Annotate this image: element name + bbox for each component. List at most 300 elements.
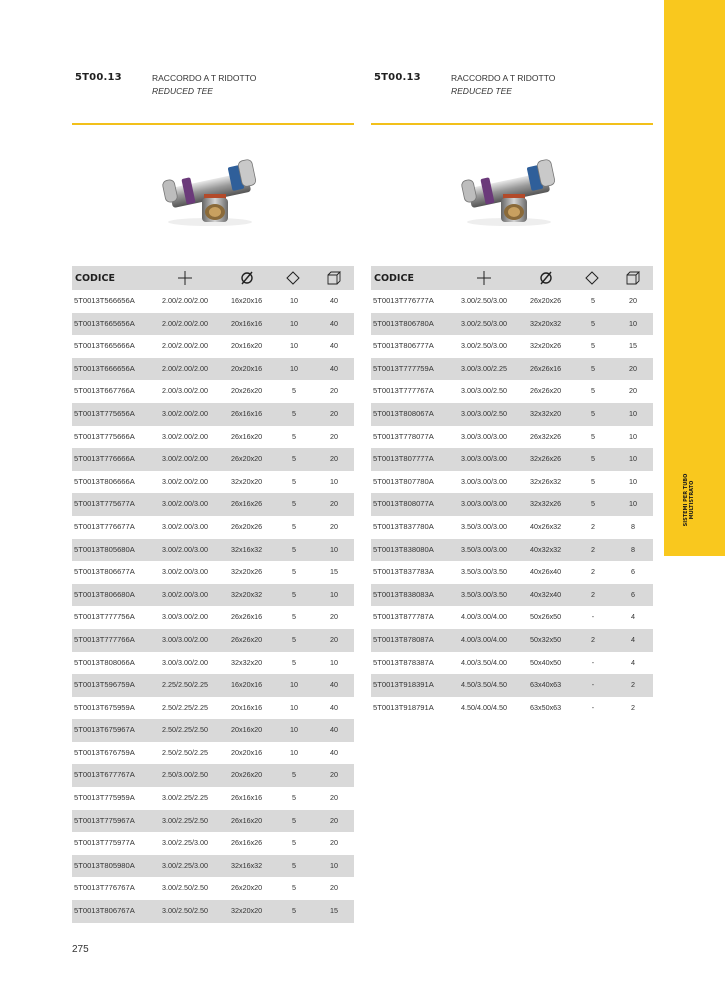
cell-pack-qty: 5 (292, 838, 296, 848)
cell-box-qty: 6 (631, 589, 635, 599)
cell-thickness: 4.50/4.00/4.50 (461, 702, 507, 712)
cell-code: 5T0013T878387A (373, 657, 434, 667)
cell-thickness: 2.50/2.25/2.50 (162, 725, 208, 735)
cell-thickness: 3.00/3.00/3.00 (461, 431, 507, 441)
cell-box-qty: 20 (330, 883, 338, 893)
cell-thickness: 2.25/2.50/2.25 (162, 680, 208, 690)
table-row (72, 403, 354, 426)
table-row (72, 787, 354, 810)
table-row (72, 380, 354, 403)
cell-size: 32x16x32 (231, 860, 263, 870)
cell-box-qty: 8 (631, 544, 635, 554)
cell-box-qty: 10 (629, 499, 637, 509)
cell-size: 26x32x26 (530, 431, 562, 441)
cell-pack-qty: 5 (591, 476, 595, 486)
cell-thickness: 4.00/3.50/4.00 (461, 657, 507, 667)
package-diamond-icon (284, 270, 302, 286)
cell-box-qty: 40 (330, 680, 338, 690)
side-tab-label-line1: SISTEMI PER TUBO (683, 473, 689, 527)
cell-thickness: 2.00/2.00/2.00 (162, 318, 208, 328)
cell-size: 32x20x26 (530, 341, 562, 351)
cell-thickness: 3.00/3.00/3.00 (461, 454, 507, 464)
cell-size: 50x32x50 (530, 634, 562, 644)
cell-size: 32x20x32 (530, 318, 562, 328)
table-row (371, 403, 653, 426)
cell-thickness: 4.00/3.00/4.00 (461, 634, 507, 644)
cell-pack-qty: 5 (292, 589, 296, 599)
cell-code: 5T0013T775967A (74, 815, 135, 825)
table-row (371, 561, 653, 584)
cell-code: 5T0013T837780A (373, 521, 434, 531)
cell-box-qty: 40 (330, 363, 338, 373)
cell-size: 63x50x63 (530, 702, 562, 712)
cell-code: 5T0013T666656A (74, 363, 135, 373)
cell-size: 16x20x16 (231, 680, 263, 690)
table-row (72, 516, 354, 539)
cell-code: 5T0013T918391A (373, 680, 434, 690)
table-row (72, 719, 354, 742)
cell-thickness: 3.00/3.00/2.25 (461, 363, 507, 373)
cell-thickness: 4.50/3.50/4.50 (461, 680, 507, 690)
cell-size: 32x26x32 (530, 476, 562, 486)
table-row (371, 516, 653, 539)
cell-size: 26x26x16 (231, 612, 263, 622)
cell-pack-qty: 5 (292, 476, 296, 486)
box-icon (624, 270, 642, 286)
cell-box-qty: 20 (330, 634, 338, 644)
product-title: RACCORDO A T RIDOTTO (152, 73, 257, 83)
cell-box-qty: 10 (330, 544, 338, 554)
cell-thickness: 3.00/2.25/2.25 (162, 793, 208, 803)
cell-box-qty: 40 (330, 747, 338, 757)
cell-box-qty: 2 (631, 680, 635, 690)
product-code: 5T00.13 (75, 72, 122, 83)
cell-box-qty: 20 (330, 499, 338, 509)
cell-size: 32x32x20 (231, 657, 263, 667)
cell-pack-qty: 5 (292, 408, 296, 418)
cell-thickness: 4.00/3.00/4.00 (461, 612, 507, 622)
cell-code: 5T0013T805680A (74, 544, 135, 554)
cell-code: 5T0013T806767A (74, 906, 135, 916)
table-row (371, 674, 653, 697)
table-row (72, 742, 354, 765)
cell-box-qty: 40 (330, 318, 338, 328)
table-row (72, 697, 354, 720)
product-table (72, 290, 354, 923)
table-row (72, 877, 354, 900)
cell-code: 5T0013T775959A (74, 793, 135, 803)
cell-pack-qty: 5 (292, 386, 296, 396)
cell-code: 5T0013T807780A (373, 476, 434, 486)
cell-thickness: 3.00/2.25/3.00 (162, 838, 208, 848)
cell-thickness: 3.00/2.00/3.00 (162, 589, 208, 599)
cell-thickness: 3.50/3.00/3.50 (461, 589, 507, 599)
table-row (371, 426, 653, 449)
cell-code: 5T0013T777767A (373, 386, 434, 396)
cell-code: 5T0013T676759A (74, 747, 135, 757)
diameter-icon (537, 270, 555, 286)
cell-thickness: 3.00/3.00/2.00 (162, 634, 208, 644)
cell-size: 32x20x32 (231, 589, 263, 599)
cell-code: 5T0013T806677A (74, 567, 135, 577)
cell-thickness: 3.00/2.00/3.00 (162, 521, 208, 531)
cell-box-qty: 2 (631, 702, 635, 712)
diameter-icon (238, 270, 256, 286)
cell-pack-qty: 5 (591, 499, 595, 509)
cell-size: 26x26x16 (530, 363, 562, 373)
cell-code: 5T0013T775666A (74, 431, 135, 441)
cell-code: 5T0013T808066A (74, 657, 135, 667)
table-row (72, 313, 354, 336)
cell-pack-qty: 10 (290, 680, 298, 690)
table-row (371, 584, 653, 607)
cell-pack-qty: 2 (591, 589, 595, 599)
cell-box-qty: 10 (629, 408, 637, 418)
cell-pack-qty: 5 (591, 296, 595, 305)
reduced-tee-photo (459, 158, 563, 228)
table-row (72, 290, 354, 313)
cell-code: 5T0013T806777A (373, 341, 434, 351)
cell-pack-qty: 10 (290, 747, 298, 757)
cell-size: 26x20x20 (231, 883, 263, 893)
cell-code: 5T0013T806666A (74, 476, 135, 486)
cell-size: 40x26x32 (530, 521, 562, 531)
table-row (72, 764, 354, 787)
cell-thickness: 3.00/2.00/2.00 (162, 476, 208, 486)
cell-thickness: 3.00/2.00/3.00 (162, 567, 208, 577)
table-header (371, 266, 653, 290)
cell-code: 5T0013T837783A (373, 567, 434, 577)
cell-pack-qty: 5 (292, 567, 296, 577)
cell-box-qty: 10 (330, 476, 338, 486)
product-title: RACCORDO A T RIDOTTO (451, 73, 556, 83)
cell-thickness: 3.50/3.00/3.00 (461, 521, 507, 531)
cell-thickness: 3.00/2.50/2.50 (162, 883, 208, 893)
cell-box-qty: 20 (330, 612, 338, 622)
table-row (371, 606, 653, 629)
column-header-code: CODICE (75, 273, 115, 284)
cell-pack-qty: 10 (290, 341, 298, 351)
reduced-tee-photo (160, 158, 264, 228)
cell-size: 32x20x20 (231, 476, 263, 486)
cell-pack-qty: - (591, 657, 595, 667)
cell-thickness: 2.50/2.25/2.25 (162, 702, 208, 712)
cell-size: 20x16x20 (231, 341, 263, 351)
cell-pack-qty: 10 (290, 318, 298, 328)
cell-box-qty: 20 (629, 296, 637, 305)
cell-code: 5T0013T566656A (74, 296, 135, 305)
cell-code: 5T0013T806680A (74, 589, 135, 599)
cell-box-qty: 40 (330, 725, 338, 735)
cell-pack-qty: 2 (591, 544, 595, 554)
cell-pack-qty: 5 (292, 657, 296, 667)
table-row (371, 335, 653, 358)
cell-size: 20x16x16 (231, 702, 263, 712)
cell-pack-qty: 2 (591, 521, 595, 531)
cell-pack-qty: 5 (292, 770, 296, 780)
yellow-divider (371, 123, 653, 125)
cell-thickness: 2.00/2.00/2.00 (162, 363, 208, 373)
cell-size: 40x32x32 (530, 544, 562, 554)
cell-thickness: 3.50/3.00/3.50 (461, 567, 507, 577)
table-row (371, 380, 653, 403)
cell-code: 5T0013T775977A (74, 838, 135, 848)
cell-thickness: 3.00/2.50/3.00 (461, 296, 507, 305)
cell-box-qty: 20 (330, 793, 338, 803)
table-row (72, 584, 354, 607)
cell-thickness: 3.00/3.00/2.50 (461, 386, 507, 396)
cell-thickness: 2.50/3.00/2.50 (162, 770, 208, 780)
cell-size: 20x16x20 (231, 725, 263, 735)
cell-size: 32x20x20 (231, 906, 263, 916)
cell-pack-qty: 5 (292, 521, 296, 531)
cell-size: 16x20x16 (231, 296, 263, 305)
side-tab-label-line2: MULTISTRATO (689, 480, 695, 520)
cell-pack-qty: 10 (290, 296, 298, 305)
cell-thickness: 3.00/2.25/2.50 (162, 815, 208, 825)
side-tab-label (683, 470, 695, 530)
cell-box-qty: 10 (330, 657, 338, 667)
cell-thickness: 3.00/2.25/3.00 (162, 860, 208, 870)
cell-pack-qty: 5 (292, 544, 296, 554)
product-code: 5T00.13 (374, 72, 421, 83)
cell-code: 5T0013T776767A (74, 883, 135, 893)
cell-code: 5T0013T667766A (74, 386, 135, 396)
cell-size: 32x20x26 (231, 567, 263, 577)
table-row (72, 335, 354, 358)
cell-code: 5T0013T777766A (74, 634, 135, 644)
cell-size: 32x32x20 (530, 408, 562, 418)
cell-thickness: 3.00/2.00/2.00 (162, 454, 208, 464)
cell-pack-qty: 5 (292, 431, 296, 441)
cell-thickness: 3.00/3.00/2.00 (162, 657, 208, 667)
table-row (371, 629, 653, 652)
cell-pack-qty: 5 (591, 454, 595, 464)
cross-section-icon (176, 270, 194, 286)
cell-pack-qty: - (591, 612, 595, 622)
cell-thickness: 3.00/2.00/2.00 (162, 431, 208, 441)
cell-size: 20x20x16 (231, 363, 263, 373)
cell-code: 5T0013T596759A (74, 680, 135, 690)
cell-size: 26x16x16 (231, 408, 263, 418)
cell-pack-qty: 2 (591, 634, 595, 644)
table-row (371, 313, 653, 336)
cell-box-qty: 40 (330, 702, 338, 712)
table-row (371, 697, 653, 720)
cell-box-qty: 40 (330, 296, 338, 305)
cell-pack-qty: 5 (591, 341, 595, 351)
cell-box-qty: 20 (330, 386, 338, 396)
cell-thickness: 3.00/3.00/2.50 (461, 408, 507, 418)
cell-code: 5T0013T918791A (373, 702, 434, 712)
table-row (72, 652, 354, 675)
cell-thickness: 3.00/2.00/3.00 (162, 499, 208, 509)
cell-code: 5T0013T775656A (74, 408, 135, 418)
cell-thickness: 2.00/2.00/2.00 (162, 296, 208, 305)
package-diamond-icon (583, 270, 601, 286)
cell-box-qty: 10 (629, 318, 637, 328)
cell-pack-qty: 10 (290, 702, 298, 712)
cell-code: 5T0013T808077A (373, 499, 434, 509)
cell-size: 50x40x50 (530, 657, 562, 667)
cell-size: 26x20x26 (530, 296, 562, 305)
cell-size: 20x20x16 (231, 747, 263, 757)
cell-size: 32x16x32 (231, 544, 263, 554)
table-row (72, 832, 354, 855)
cell-pack-qty: 5 (292, 815, 296, 825)
cell-box-qty: 10 (330, 860, 338, 870)
cross-section-icon (475, 270, 493, 286)
cell-box-qty: 20 (330, 521, 338, 531)
cell-size: 20x26x20 (231, 770, 263, 780)
cell-thickness: 3.00/2.50/3.00 (461, 341, 507, 351)
table-row (72, 539, 354, 562)
cell-box-qty: 4 (631, 634, 635, 644)
cell-box-qty: 15 (330, 567, 338, 577)
cell-code: 5T0013T878087A (373, 634, 434, 644)
cell-pack-qty: - (591, 702, 595, 712)
cell-code: 5T0013T677767A (74, 770, 135, 780)
cell-code: 5T0013T838080A (373, 544, 434, 554)
table-row (371, 358, 653, 381)
cell-thickness: 2.50/2.50/2.25 (162, 747, 208, 757)
cell-thickness: 3.00/3.00/3.00 (461, 476, 507, 486)
column-header-code: CODICE (374, 273, 414, 284)
cell-size: 26x16x20 (231, 815, 263, 825)
cell-thickness: 3.00/2.50/3.00 (461, 318, 507, 328)
cell-code: 5T0013T776677A (74, 521, 135, 531)
cell-box-qty: 10 (629, 476, 637, 486)
table-row (72, 358, 354, 381)
cell-thickness: 3.50/3.00/3.00 (461, 544, 507, 554)
table-row (72, 900, 354, 923)
cell-pack-qty: - (591, 680, 595, 690)
cell-pack-qty: 5 (591, 408, 595, 418)
cell-code: 5T0013T776777A (373, 296, 434, 305)
cell-pack-qty: 5 (292, 883, 296, 893)
cell-pack-qty: 5 (292, 499, 296, 509)
page-number: 275 (72, 944, 89, 955)
cell-size: 26x16x16 (231, 793, 263, 803)
cell-pack-qty: 5 (292, 612, 296, 622)
cell-box-qty: 4 (631, 612, 635, 622)
product-subtitle: REDUCED TEE (451, 86, 512, 96)
table-row (72, 629, 354, 652)
cell-size: 32x26x26 (530, 454, 562, 464)
table-row (72, 426, 354, 449)
cell-box-qty: 20 (629, 363, 637, 373)
cell-pack-qty: 5 (292, 793, 296, 803)
cell-box-qty: 10 (629, 431, 637, 441)
cell-pack-qty: 5 (292, 906, 296, 916)
cell-code: 5T0013T665666A (74, 341, 135, 351)
table-row (371, 539, 653, 562)
table-row (371, 652, 653, 675)
yellow-divider (72, 123, 354, 125)
cell-pack-qty: 10 (290, 363, 298, 373)
table-row (72, 606, 354, 629)
cell-box-qty: 20 (330, 815, 338, 825)
product-table (371, 290, 653, 719)
cell-code: 5T0013T838083A (373, 589, 434, 599)
cell-code: 5T0013T775677A (74, 499, 135, 509)
cell-code: 5T0013T877787A (373, 612, 434, 622)
cell-size: 40x32x40 (530, 589, 562, 599)
cell-pack-qty: 5 (591, 318, 595, 328)
table-row (371, 493, 653, 516)
cell-box-qty: 20 (330, 838, 338, 848)
table-row (371, 471, 653, 494)
cell-size: 26x20x26 (231, 521, 263, 531)
table-row (72, 810, 354, 833)
cell-box-qty: 20 (330, 408, 338, 418)
table-row (72, 448, 354, 471)
cell-thickness: 3.00/2.00/2.00 (162, 408, 208, 418)
cell-code: 5T0013T665656A (74, 318, 135, 328)
cell-code: 5T0013T675967A (74, 725, 135, 735)
cell-size: 26x16x26 (231, 838, 263, 848)
cell-thickness: 3.00/3.00/3.00 (461, 499, 507, 509)
cell-size: 26x20x20 (231, 454, 263, 464)
table-row (72, 471, 354, 494)
table-header (72, 266, 354, 290)
cell-box-qty: 20 (330, 770, 338, 780)
cell-size: 26x16x26 (231, 499, 263, 509)
table-row (72, 855, 354, 878)
cell-box-qty: 6 (631, 567, 635, 577)
table-row (371, 290, 653, 313)
cell-size: 26x26x20 (231, 634, 263, 644)
cell-thickness: 3.00/3.00/2.00 (162, 612, 208, 622)
table-row (371, 448, 653, 471)
cell-code: 5T0013T675959A (74, 702, 135, 712)
table-row (72, 674, 354, 697)
product-subtitle: REDUCED TEE (152, 86, 213, 96)
cell-size: 20x26x20 (231, 386, 263, 396)
box-icon (325, 270, 343, 286)
cell-box-qty: 20 (330, 454, 338, 464)
cell-pack-qty: 5 (591, 386, 595, 396)
cell-code: 5T0013T806780A (373, 318, 434, 328)
cell-thickness: 2.00/2.00/2.00 (162, 341, 208, 351)
cell-box-qty: 40 (330, 341, 338, 351)
cell-pack-qty: 2 (591, 567, 595, 577)
table-row (72, 561, 354, 584)
cell-thickness: 3.00/2.50/2.50 (162, 906, 208, 916)
cell-size: 20x16x16 (231, 318, 263, 328)
cell-size: 26x26x20 (530, 386, 562, 396)
cell-thickness: 3.00/2.00/3.00 (162, 544, 208, 554)
cell-box-qty: 4 (631, 657, 635, 667)
cell-size: 26x16x20 (231, 431, 263, 441)
cell-pack-qty: 5 (292, 634, 296, 644)
cell-pack-qty: 5 (292, 860, 296, 870)
cell-box-qty: 10 (330, 589, 338, 599)
cell-thickness: 2.00/3.00/2.00 (162, 386, 208, 396)
cell-pack-qty: 5 (591, 363, 595, 373)
cell-box-qty: 15 (629, 341, 637, 351)
cell-size: 63x40x63 (530, 680, 562, 690)
cell-code: 5T0013T776666A (74, 454, 135, 464)
cell-code: 5T0013T777759A (373, 363, 434, 373)
cell-pack-qty: 10 (290, 725, 298, 735)
table-row (72, 493, 354, 516)
cell-size: 40x26x40 (530, 567, 562, 577)
cell-code: 5T0013T778077A (373, 431, 434, 441)
cell-size: 50x26x50 (530, 612, 562, 622)
cell-box-qty: 15 (330, 906, 338, 916)
cell-box-qty: 20 (330, 431, 338, 441)
